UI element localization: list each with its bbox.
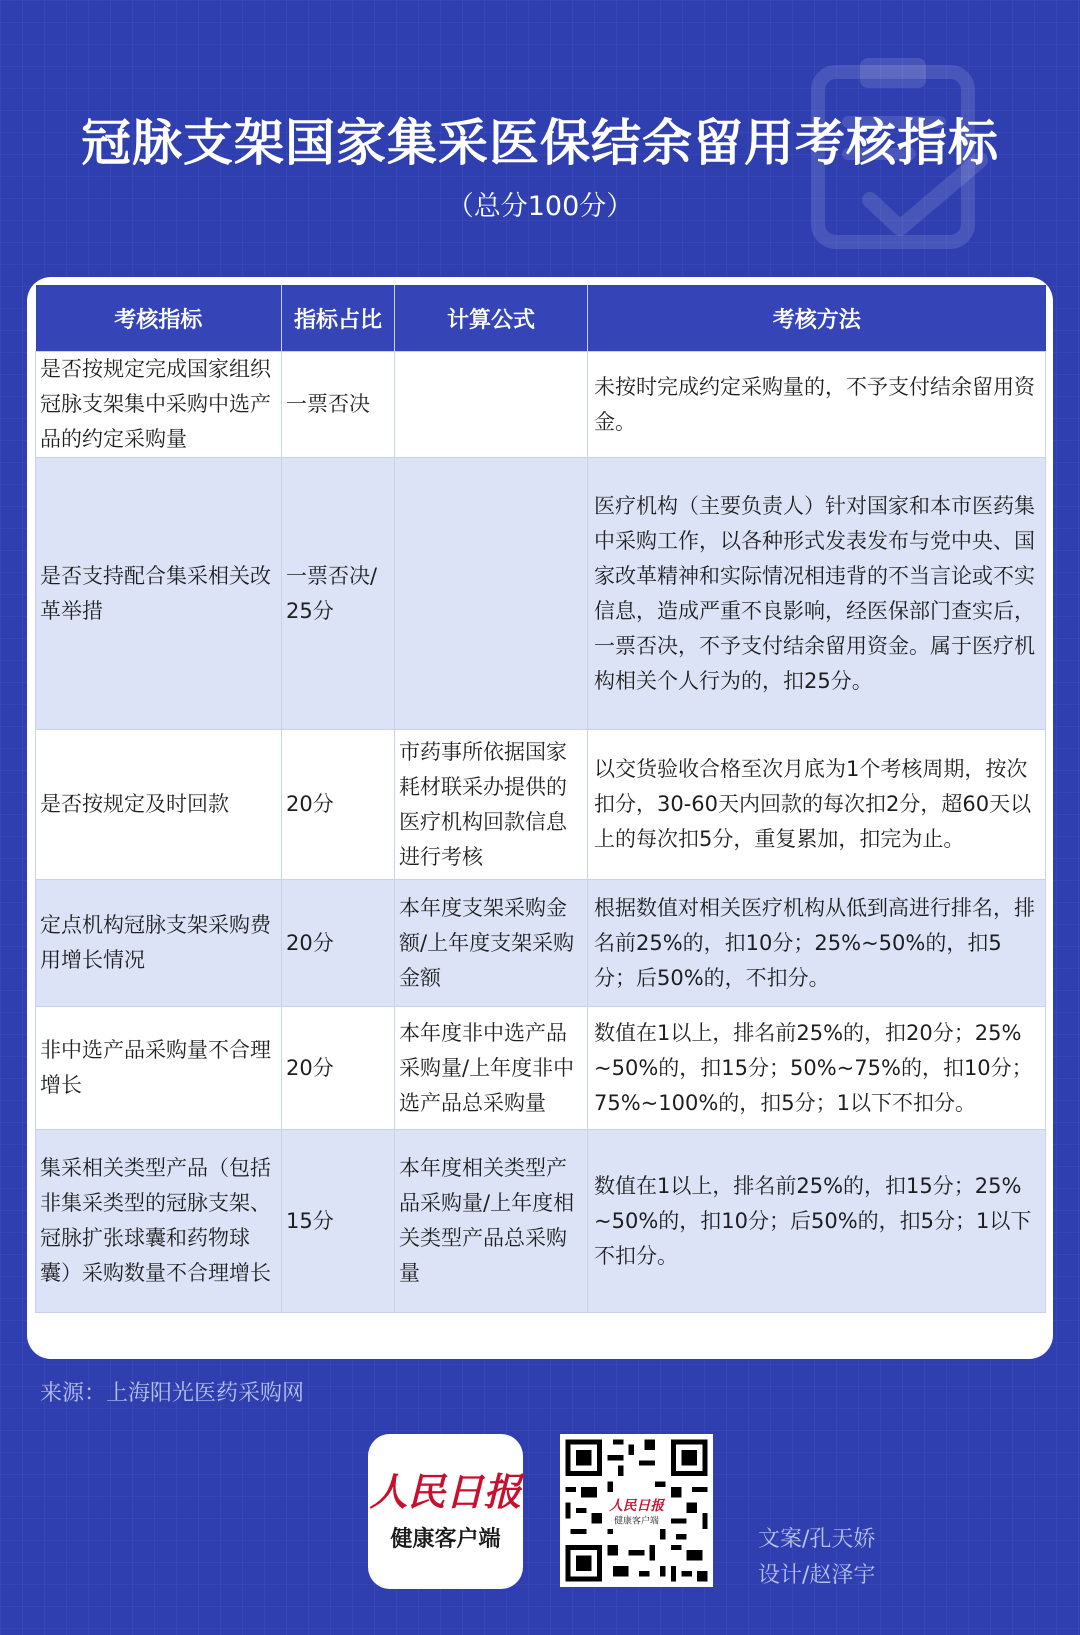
- cell-method: 未按时完成约定采购量的，不予支付结余留用资金。: [588, 352, 1046, 458]
- cell-indicator: 非中选产品采购量不合理增长: [36, 1007, 282, 1130]
- cell-formula: 本年度相关类型产品采购量/上年度相关类型产品总采购量: [395, 1130, 588, 1313]
- page-subtitle: （总分100分）: [446, 191, 634, 222]
- table-row: [36, 352, 1046, 458]
- cell-method: 医疗机构（主要负责人）针对国家和本市医药集中采购工作，以各种形式发表发布与党中央、国家改革精神和实际情况相违背的不当言论或不实信息，造成严重不良影响，经医保部门查实后，一票否决，不予支付结余留用资金。属于医疗机构相关个人行为的，扣25分。: [588, 458, 1046, 730]
- cell-weight: 一票否决/25分: [282, 458, 395, 730]
- header-weight: 指标占比: [282, 285, 395, 352]
- table-row: [36, 1007, 1046, 1130]
- app-logo: [368, 1434, 523, 1589]
- cell-indicator: 是否按规定完成国家组织冠脉支架集中采购中选产品的约定采购量: [36, 352, 282, 458]
- qr-logo-title: 人民日报: [609, 1497, 664, 1514]
- credit-designer: 设计/赵泽宇: [758, 1563, 876, 1588]
- cell-method: 根据数值对相关医疗机构从低到高进行排名，排名前25%的，扣10分；25%~50%的，扣5分；后50%的，不扣分。: [588, 880, 1046, 1007]
- cell-formula: [395, 458, 588, 730]
- source-note: 来源：上海阳光医药采购网: [40, 1381, 305, 1406]
- table-row: [36, 458, 1046, 730]
- cell-weight: 15分: [282, 1130, 395, 1313]
- cell-method: 以交货验收合格至次月底为1个考核周期，按次扣分，30-60天内回款的每次扣2分，超60天以上的每次扣5分，重复累加，扣完为止。: [588, 730, 1046, 880]
- table-row: [36, 730, 1046, 880]
- logo-subtitle: 健康客户端: [390, 1526, 501, 1552]
- indicator-table: [35, 285, 1046, 1313]
- cell-indicator: 是否支持配合集采相关改革举措: [36, 458, 282, 730]
- cell-method: 数值在1以上，排名前25%的，扣20分；25%~50%的，扣15分；50%~75%的，扣10分；75%~100%的，扣5分；1以下不扣分。: [588, 1007, 1046, 1130]
- logo-title: 人民日报: [369, 1469, 522, 1514]
- credits: [758, 1522, 875, 1594]
- cell-indicator: 是否按规定及时回款: [36, 730, 282, 880]
- cell-indicator: 定点机构冠脉支架采购费用增长情况: [36, 880, 282, 1007]
- cell-formula: 市药事所依据国家耗材联采办提供的医疗机构回款信息进行考核: [395, 730, 588, 880]
- header-indicator: 考核指标: [36, 285, 282, 352]
- indicator-table-card: [27, 277, 1053, 1359]
- qr-code-icon: [560, 1434, 713, 1587]
- table-row: [36, 880, 1046, 1007]
- cell-formula: 本年度非中选产品采购量/上年度非中选产品总采购量: [395, 1007, 588, 1130]
- cell-weight: 20分: [282, 730, 395, 880]
- header-method: 考核方法: [588, 285, 1046, 352]
- table-row: [36, 1130, 1046, 1313]
- table-header-row: [36, 285, 1046, 352]
- header-formula: 计算公式: [395, 285, 588, 352]
- cell-weight: 20分: [282, 880, 395, 1007]
- credit-writer: 文案/孔天娇: [758, 1527, 876, 1552]
- cell-method: 数值在1以上，排名前25%的，扣15分；25%~50%的，扣10分；后50%的，扣5分；1以下不扣分。: [588, 1130, 1046, 1313]
- page-title: 冠脉支架国家集采医保结余留用考核指标: [81, 114, 999, 172]
- cell-weight: 一票否决: [282, 352, 395, 458]
- cell-formula: [395, 352, 588, 458]
- cell-indicator: 集采相关类型产品（包括非集采类型的冠脉支架、冠脉扩张球囊和药物球囊）采购数量不合理增长: [36, 1130, 282, 1313]
- cell-weight: 20分: [282, 1007, 395, 1130]
- cell-formula: 本年度支架采购金额/上年度支架采购金额: [395, 880, 588, 1007]
- qr-logo-subtitle: 健康客户端: [614, 1516, 659, 1527]
